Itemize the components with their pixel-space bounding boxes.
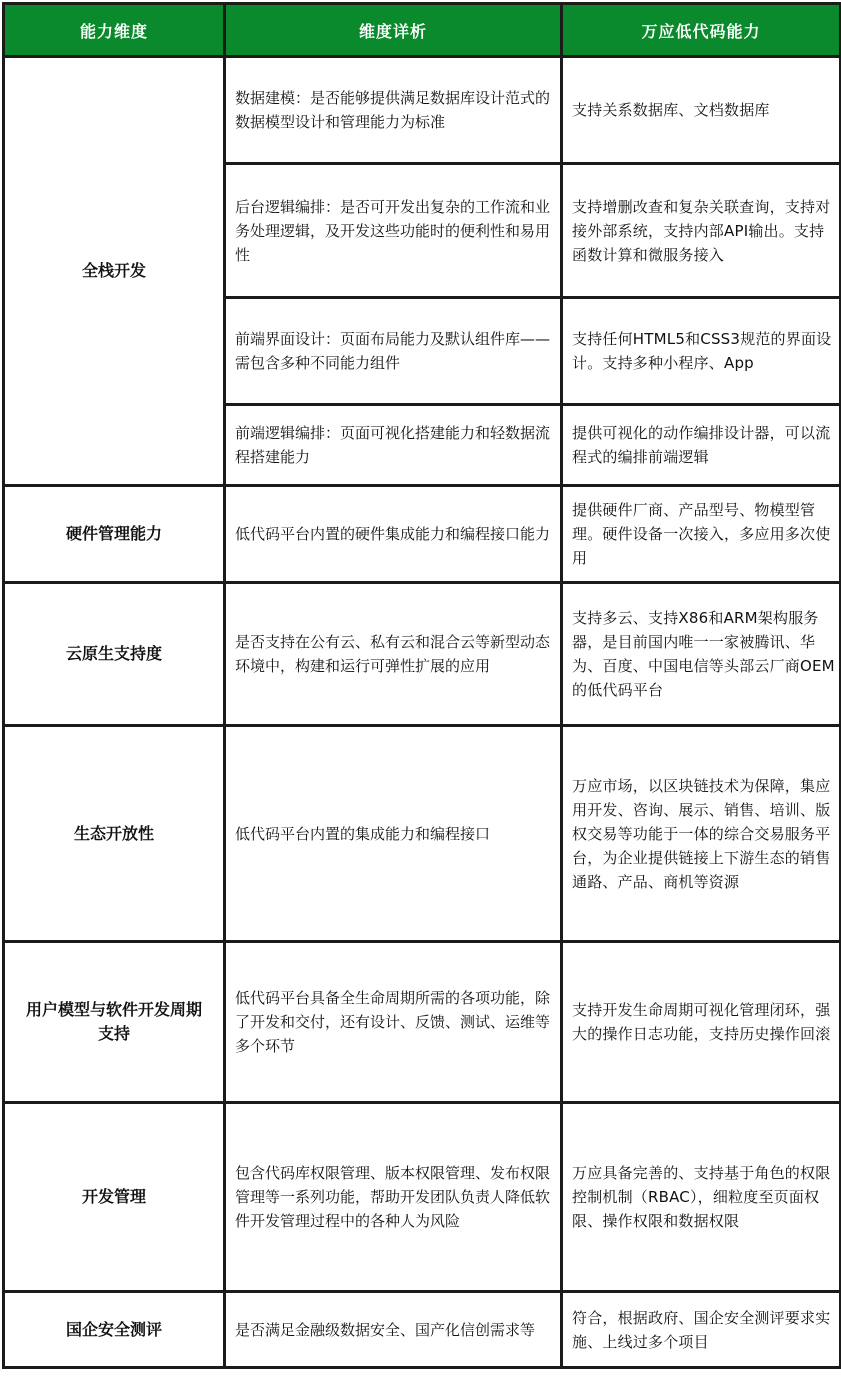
dimension-cell: 用户模型与软件开发周期支持 xyxy=(5,943,223,1101)
capability-cell: 符合，根据政府、国企安全测评要求实施、上线过多个项目 xyxy=(563,1293,839,1366)
header-row xyxy=(5,5,839,55)
capability-table xyxy=(2,2,841,1369)
table-row xyxy=(5,943,839,1101)
dimension-cell: 云原生支持度 xyxy=(5,584,223,724)
dimension-cell: 生态开放性 xyxy=(5,727,223,940)
dimension-cell: 国企安全测评 xyxy=(5,1293,223,1366)
table-row xyxy=(5,727,839,940)
table-row xyxy=(5,487,839,581)
capability-cell: 支持多云、支持X86和ARM架构服务器，是目前国内唯一一家被腾讯、华为、百度、中国电信等头部云厂商OEM的低代码平台 xyxy=(563,584,839,724)
detail-cell: 是否支持在公有云、私有云和混合云等新型动态环境中，构建和运行可弹性扩展的应用 xyxy=(226,584,560,724)
header-capability: 万应低代码能力 xyxy=(563,5,839,55)
detail-cell: 前端界面设计：页面布局能力及默认组件库——需包含多种不同能力组件 xyxy=(226,299,560,403)
capability-cell: 万应市场，以区块链技术为保障，集应用开发、咨询、展示、销售、培训、版权交易等功能于一体的综合交易服务平台，为企业提供链接上下游生态的销售通路、产品、商机等资源 xyxy=(563,727,839,940)
dimension-cell: 开发管理 xyxy=(5,1104,223,1290)
header-detail: 维度详析 xyxy=(226,5,560,55)
header-dimension: 能力维度 xyxy=(5,5,223,55)
detail-cell: 是否满足金融级数据安全、国产化信创需求等 xyxy=(226,1293,560,1366)
dimension-cell: 全栈开发 xyxy=(5,58,223,484)
table-row xyxy=(5,1104,839,1290)
capability-cell: 支持关系数据库、文档数据库 xyxy=(563,58,839,162)
detail-cell: 数据建模：是否能够提供满足数据库设计范式的数据模型设计和管理能力为标准 xyxy=(226,58,560,162)
capability-cell: 提供可视化的动作编排设计器，可以流程式的编排前端逻辑 xyxy=(563,406,839,484)
dimension-cell: 硬件管理能力 xyxy=(5,487,223,581)
table-row xyxy=(5,58,839,162)
detail-cell: 低代码平台具备全生命周期所需的各项功能，除了开发和交付，还有设计、反馈、测试、运维等多个环节 xyxy=(226,943,560,1101)
detail-cell: 低代码平台内置的集成能力和编程接口 xyxy=(226,727,560,940)
table-row xyxy=(5,584,839,724)
capability-cell: 支持开发生命周期可视化管理闭环，强大的操作日志功能，支持历史操作回滚 xyxy=(563,943,839,1101)
detail-cell: 包含代码库权限管理、版本权限管理、发布权限管理等一系列功能，帮助开发团队负责人降低软件开发管理过程中的各种人为风险 xyxy=(226,1104,560,1290)
table-row xyxy=(5,1293,839,1366)
detail-cell: 后台逻辑编排：是否可开发出复杂的工作流和业务处理逻辑，及开发这些功能时的便利性和易用性 xyxy=(226,165,560,296)
detail-cell: 低代码平台内置的硬件集成能力和编程接口能力 xyxy=(226,487,560,581)
capability-cell: 支持增删改查和复杂关联查询，支持对接外部系统，支持内部API输出。支持函数计算和微服务接入 xyxy=(563,165,839,296)
capability-cell: 提供硬件厂商、产品型号、物模型管理。硬件设备一次接入，多应用多次使用 xyxy=(563,487,839,581)
capability-cell: 万应具备完善的、支持基于角色的权限控制机制（RBAC），细粒度至页面权限、操作权限和数据权限 xyxy=(563,1104,839,1290)
capability-cell: 支持任何HTML5和CSS3规范的界面设计。支持多种小程序、App xyxy=(563,299,839,403)
detail-cell: 前端逻辑编排：页面可视化搭建能力和轻数据流程搭建能力 xyxy=(226,406,560,484)
